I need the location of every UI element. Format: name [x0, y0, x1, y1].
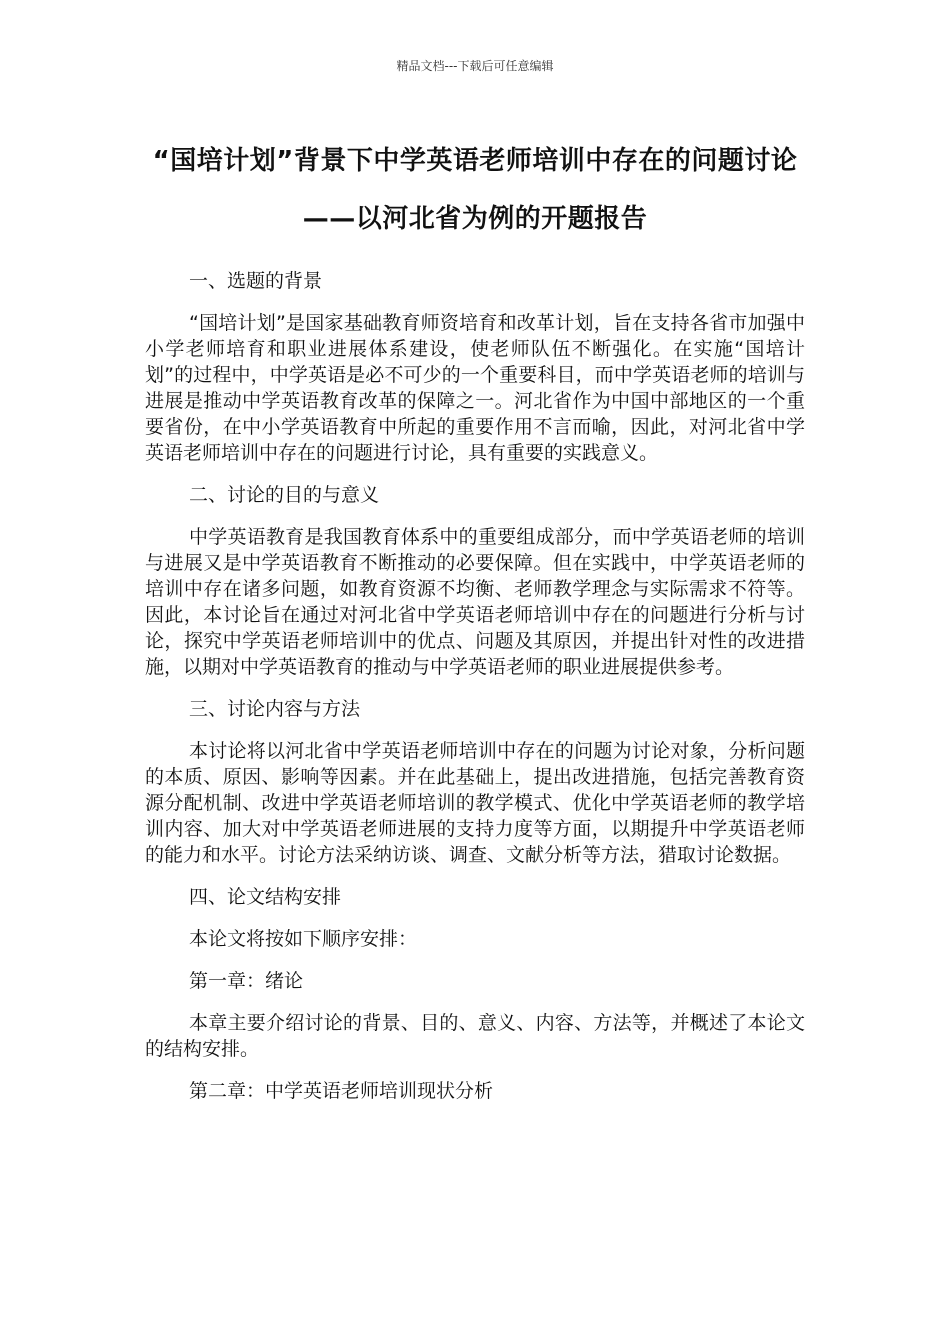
- section-heading-structure: 四、论文结构安排: [189, 886, 342, 908]
- structure-intro: 本论文将按如下顺序安排：: [189, 928, 418, 950]
- section-paragraph-background: “国培计划”是国家基础教育师资培育和改革计划，旨在支持各省市加强中小学老师培育和职业进展体系建设，使老师队伍不断强化。在实施“国培计划”的过程中，中学英语是必不可少的一个重要科目，而中学英语老师的培训与进展是推动中学英语教育改革的保障之一。河北省作为中国中部地区的一个重要省份，在中小学英语教育中所起的重要作用不言而喻，因此，对河北省中学英语老师培训中存在的问题进行讨论，具有重要的实践意义。: [145, 312, 805, 464]
- section-heading-background: 一、选题的背景: [189, 270, 323, 292]
- chapter-2-title: 第二章：中学英语老师培训现状分析: [189, 1080, 494, 1102]
- section-paragraph-content-method: 本讨论将以河北省中学英语老师培训中存在的问题为讨论对象，分析问题的本质、原因、影响等因素。并在此基础上，提出改进措施，包括完善教育资源分配机制、改进中学英语老师培训的教学模式、优化中学英语老师的教学培训内容、加大对中学英语老师进展的支持力度等方面，以期提升中学英语老师的能力和水平。讨论方法采纳访谈、调查、文献分析等方法，猎取讨论数据。: [145, 740, 805, 866]
- document-title: “国培计划”背景下中学英语老师培训中存在的问题讨论——以河北省为例的开题报告: [152, 146, 798, 234]
- chapter-1-description: 本章主要介绍讨论的背景、目的、意义、内容、方法等，并概述了本论文的结构安排。: [145, 1012, 805, 1060]
- section-paragraph-purpose: 中学英语教育是我国教育体系中的重要组成部分，而中学英语老师的培训与进展又是中学英语教育不断推动的必要保障。但在实践中，中学英语老师的培训中存在诸多问题，如教育资源不均衡、老师教学理念与实际需求不符等。因此，本讨论旨在通过对河北省中学英语老师培训中存在的问题进行分析与讨论，探究中学英语老师培训中的优点、问题及其原因，并提出针对性的改进措施，以期对中学英语教育的推动与中学英语老师的职业进展提供参考。: [145, 526, 805, 678]
- section-heading-purpose: 二、讨论的目的与意义: [189, 484, 380, 506]
- header-note: 精品文档---下载后可任意编辑: [396, 59, 554, 73]
- document-body: [145, 268, 805, 1120]
- section-heading-content-method: 三、讨论内容与方法: [189, 698, 361, 720]
- chapter-1-title: 第一章：绪论: [189, 970, 304, 992]
